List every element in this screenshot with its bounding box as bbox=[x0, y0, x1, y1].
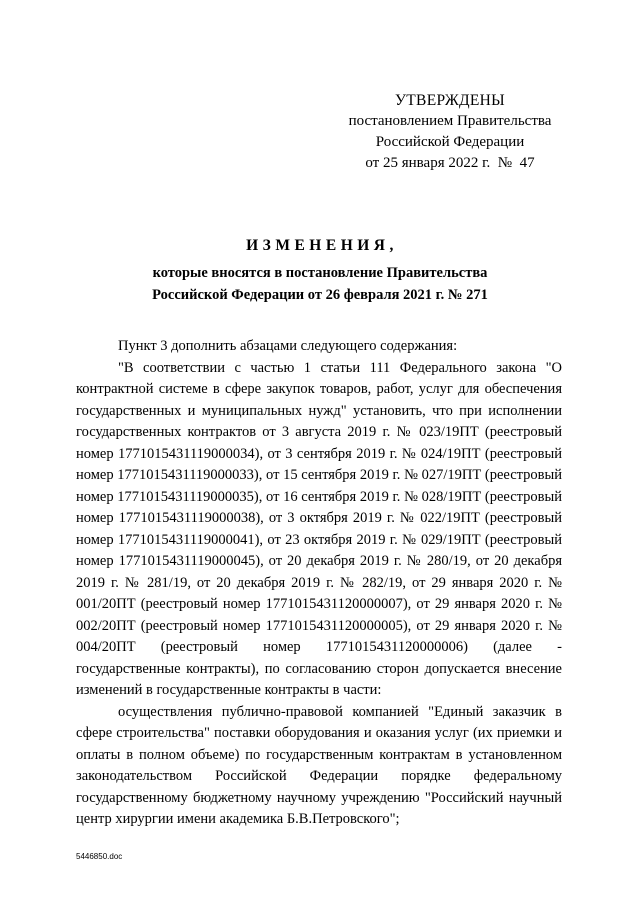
paragraph-intro: Пункт 3 дополнить абзацами следующего содержания: bbox=[118, 338, 458, 354]
subtitle-line: которые вносятся в постановление Правительства bbox=[152, 265, 488, 281]
approval-line: постановлением Правительства bbox=[348, 113, 552, 129]
approval-stamp bbox=[330, 90, 570, 174]
approval-heading: УТВЕРЖДЕНЫ bbox=[395, 92, 505, 109]
approval-line: Российской Федерации bbox=[375, 134, 525, 150]
paragraph-main: "В соответствии с частью 1 статьи 111 Федерального закона "О контрактной системе в сфере закупок товаров, работ, услуг для обеспечения государственных и муниципальных нужд" установить, что при исполнении государственных контрактов от 3 августа 2019 г. № 023/19ПТ (реестровый номер 1771015431119000034), от 3 сентября 2019 г. № 024/19ПТ (реестровый номер 1771015431119000033), от 15 сентября 2019 г. № 027/19ПТ (реестровый номер 1771015431119000035), от 16 сентября 2019 г. № 028/19ПТ (реестровый номер 1771015431119000038), от 3 октября 2019 г. № 022/19ПТ (реестровый номер 1771015431119000041), от 23 октября 2019 г. № 029/19ПТ (реестровый номер 1771015431119000045), от 20 декабря 2019 г. № 280/19, от 20 декабря 2019 г. № 281/19, от 20 декабря 2019 г. № 282/19, от 29 января 2020 г. № 001/20ПТ (реестровый номер 1771015431120000007), от 29 января 2020 г. № 002/20ПТ (реестровый номер 1771015431120000005), от 29 января 2020 г. № 004/20ПТ (реестровый номер 1771015431120000006) (далее - государственные контракты), по согласованию сторон допускается внесение изменений в государственные контракты в части: bbox=[76, 359, 562, 698]
paragraph-item: осуществления публично-правовой компанией "Единый заказчик в сфере строительства" поставки оборудования и оказания услуг (их приемки и оплаты в полном объеме) по государственным контрактам в установленном законодательством Российской Федерации порядке федеральному государственному бюджетному научному учреждению "Российский научный центр хирургии имени академика Б.В.Петровского"; bbox=[76, 703, 562, 827]
approval-date-number: от 25 января 2022 г. № 47 bbox=[365, 155, 535, 171]
subtitle-line: Российской Федерации от 26 февраля 2021 г. № 271 bbox=[152, 287, 488, 303]
document-subtitle bbox=[100, 262, 540, 306]
document-title: ИЗМЕНЕНИЯ, bbox=[246, 237, 398, 254]
file-code: 5446850.doc bbox=[76, 852, 123, 861]
document-body bbox=[76, 336, 562, 831]
